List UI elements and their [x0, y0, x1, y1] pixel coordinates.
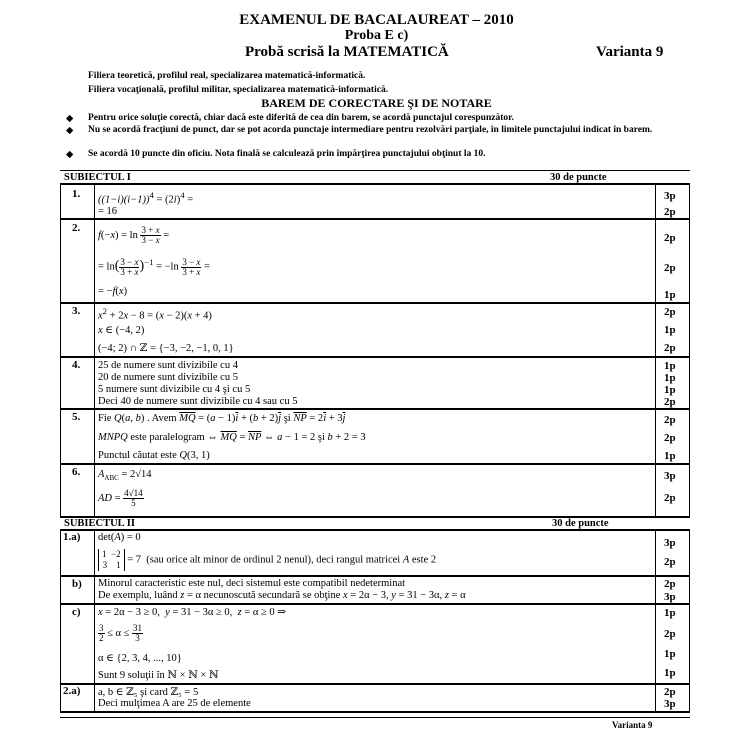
divider: [60, 170, 690, 171]
row-divider: [60, 463, 690, 465]
table-border: [655, 183, 656, 517]
item-5-line-1: Fie Q(a, b) . Avem $\overline{MQ} = (a - 1)\overline{i} + (b + 2)\overline{j}$ şi $\overline{NP} = 2\overline{i} + 3\overline{j}$: [98, 413, 346, 424]
item-2-line-2: = ln( $\frac{3 - x}{3 + x}$ )$^{-1}$ = −ln $\frac{3 - x}{3 + x}$ =: [98, 256, 210, 277]
points: 1p: [664, 360, 676, 372]
points: 1p: [664, 607, 676, 619]
filiera-line-1: Filiera teoretică, profilul real, specializarea matematică-informatică.: [88, 71, 366, 81]
item-number: 1.a): [63, 531, 81, 543]
points: 1p: [664, 289, 676, 301]
points: 2p: [664, 414, 676, 426]
points: 1p: [664, 324, 676, 336]
item-b-line-2: De exemplu, luând z = α necunoscută secundară se obţine x = 2α − 3, y = 31 − 3α, z = α: [98, 590, 466, 601]
item-4-line-1: 25 de numere sunt divizibile cu 4: [98, 360, 238, 371]
barem-title: BAREM DE CORECTARE ŞI DE NOTARE: [261, 96, 492, 110]
item-c-line-2: $\frac{3}{2}$ ≤ α ≤ $\frac{31}{3}$: [99, 623, 143, 643]
points: 1p: [664, 450, 676, 462]
item-6-line-2: AD = $\frac{4√14}{5}$: [98, 488, 143, 508]
item-number: 3.: [72, 305, 81, 317]
item-2a-line-1: a, b ∈ ℤ₅ şi card ℤ₅ = 5: [98, 687, 199, 698]
item-number: 6.: [72, 466, 81, 478]
item-number: b): [72, 578, 82, 590]
item-number: 2.a): [63, 685, 81, 697]
item-3-line-3: (−4; 2) ∩ ℤ = {−3, −2, −1, 0, 1}: [98, 343, 234, 354]
item-4-line-2: 20 de numere sunt divizibile cu 5: [98, 372, 238, 383]
bullet-icon: ◆: [66, 126, 74, 136]
row-divider: [60, 603, 690, 605]
item-3-line-2: x ∈ (−4, 2): [98, 325, 145, 336]
item-b-line-1: Minorul caracteristic este nul, deci sistemul este compatibil nedeterminat: [98, 578, 406, 589]
row-divider: [60, 356, 690, 358]
rule-1: Pentru orice soluţie corectă, chiar dacă este diferită de cea din barem, se acordă punctajul corespunzător.: [88, 113, 514, 123]
item-number: 1.: [72, 188, 81, 200]
table-border: [94, 183, 95, 517]
item-c-line-1: x = 2α − 3 ≥ 0, y = 31 − 3α ≥ 0, z = α ≥ 0 ⇒: [98, 607, 287, 618]
points: 2p: [664, 342, 676, 354]
subiect2-points: 30 de puncte: [552, 518, 609, 529]
points: 2p: [664, 556, 676, 568]
exam-title: EXAMENUL DE BACALAUREAT – 2010: [239, 12, 514, 28]
item-c-line-3: α ∈ {2, 3, 4, ..., 10}: [98, 653, 182, 664]
points: 2p: [664, 686, 676, 698]
points: 3p: [664, 698, 676, 710]
item-4-line-4: Deci 40 de numere sunt divizibile cu 4 sau cu 5: [98, 396, 298, 407]
points: 3p: [664, 591, 676, 603]
item-number: c): [72, 606, 81, 618]
item-number: 4.: [72, 359, 81, 371]
proba-title: Proba E c): [344, 28, 409, 43]
points: 1p: [664, 384, 676, 396]
filiera-line-2: Filiera vocaţională, profilul militar, specializarea matematică-informatică.: [88, 85, 389, 95]
item-2-line-1: f(−x) = ln $\frac{3 + x}{3 - x}$ =: [98, 225, 170, 245]
bullet-icon: ◆: [66, 114, 74, 124]
item-c-line-4: Sunt 9 soluţii în ℕ × ℕ × ℕ: [98, 670, 219, 681]
row-divider: [60, 302, 690, 304]
item-2-line-3: = −f(x): [98, 286, 128, 297]
rule-2: Nu se acordă fracţiuni de punct, dar se pot acorda punctaje intermediare pentru rezolvări parţiale, în limitele punctajului indicat în barem.: [88, 125, 653, 135]
footer-divider: [60, 717, 690, 718]
bullet-icon: ◆: [66, 150, 74, 160]
table-border: [60, 183, 690, 185]
subiect1-title: SUBIECTUL I: [64, 172, 131, 183]
footer-variant: Varianta 9: [612, 720, 653, 730]
points: 3p: [664, 537, 676, 549]
row-divider: [60, 218, 690, 220]
item-1a-line-1: det(A) = 0: [98, 532, 141, 543]
item-4-line-3: 5 numere sunt divizibile cu 4 şi cu 5: [98, 384, 251, 395]
points: 2p: [664, 206, 676, 218]
points: 2p: [664, 262, 676, 274]
points: 2p: [664, 232, 676, 244]
table-border: [60, 183, 61, 517]
points: 2p: [664, 628, 676, 640]
item-number: 2.: [72, 222, 81, 234]
subiect1-points: 30 de puncte: [550, 172, 607, 183]
points: 2p: [664, 578, 676, 590]
points: 1p: [664, 648, 676, 660]
item-5-line-2: MNPQ este paralelogram ⇔ $\overline{MQ} = \overline{NP}$ ⇔ a − 1 = 2 şi b + 2 = 3: [98, 432, 366, 443]
points: 1p: [664, 667, 676, 679]
subiect2-title: SUBIECTUL II: [64, 518, 135, 529]
points: 2p: [664, 492, 676, 504]
item-3-line-1: $x^2 + 2x - 8 = (x - 2)(x + 4)$: [98, 306, 212, 322]
table-border: [689, 183, 690, 517]
points: 2p: [664, 396, 676, 408]
item-2a-line-2: Deci mulţimea A are 25 de elemente: [98, 698, 251, 709]
row-divider: [60, 408, 690, 410]
table-border: [60, 529, 690, 531]
points: 3p: [664, 470, 676, 482]
row-divider: [60, 575, 690, 577]
variant-label: Varianta 9: [596, 44, 664, 60]
item-number: 5.: [72, 411, 81, 423]
row-divider: [60, 683, 690, 685]
item-6-line-1: $A_{ABC} = 2√14$: [98, 469, 152, 483]
item-1-line-1: $((1-i)(i-1))^4 = (2i)^4$ =: [98, 190, 194, 206]
subject-title: Probă scrisă la MATEMATICĂ: [245, 44, 449, 60]
item-5-line-3: Punctul căutat este Q(3, 1): [98, 450, 210, 461]
item-1a-line-2: 1 −2 3 1 = 7 (sau orice alt minor de ordinul 2 nenul), deci rangul matricei A este 2: [98, 549, 436, 571]
points: 1p: [664, 372, 676, 384]
rule-3: Se acordă 10 puncte din oficiu. Nota finală se calculează prin împărţirea punctajului obţinut la 10.: [88, 149, 486, 159]
item-1-line-2: = 16: [98, 206, 118, 217]
points: 2p: [664, 306, 676, 318]
points: 2p: [664, 432, 676, 444]
table-border: [60, 711, 690, 713]
points: 3p: [664, 190, 676, 202]
